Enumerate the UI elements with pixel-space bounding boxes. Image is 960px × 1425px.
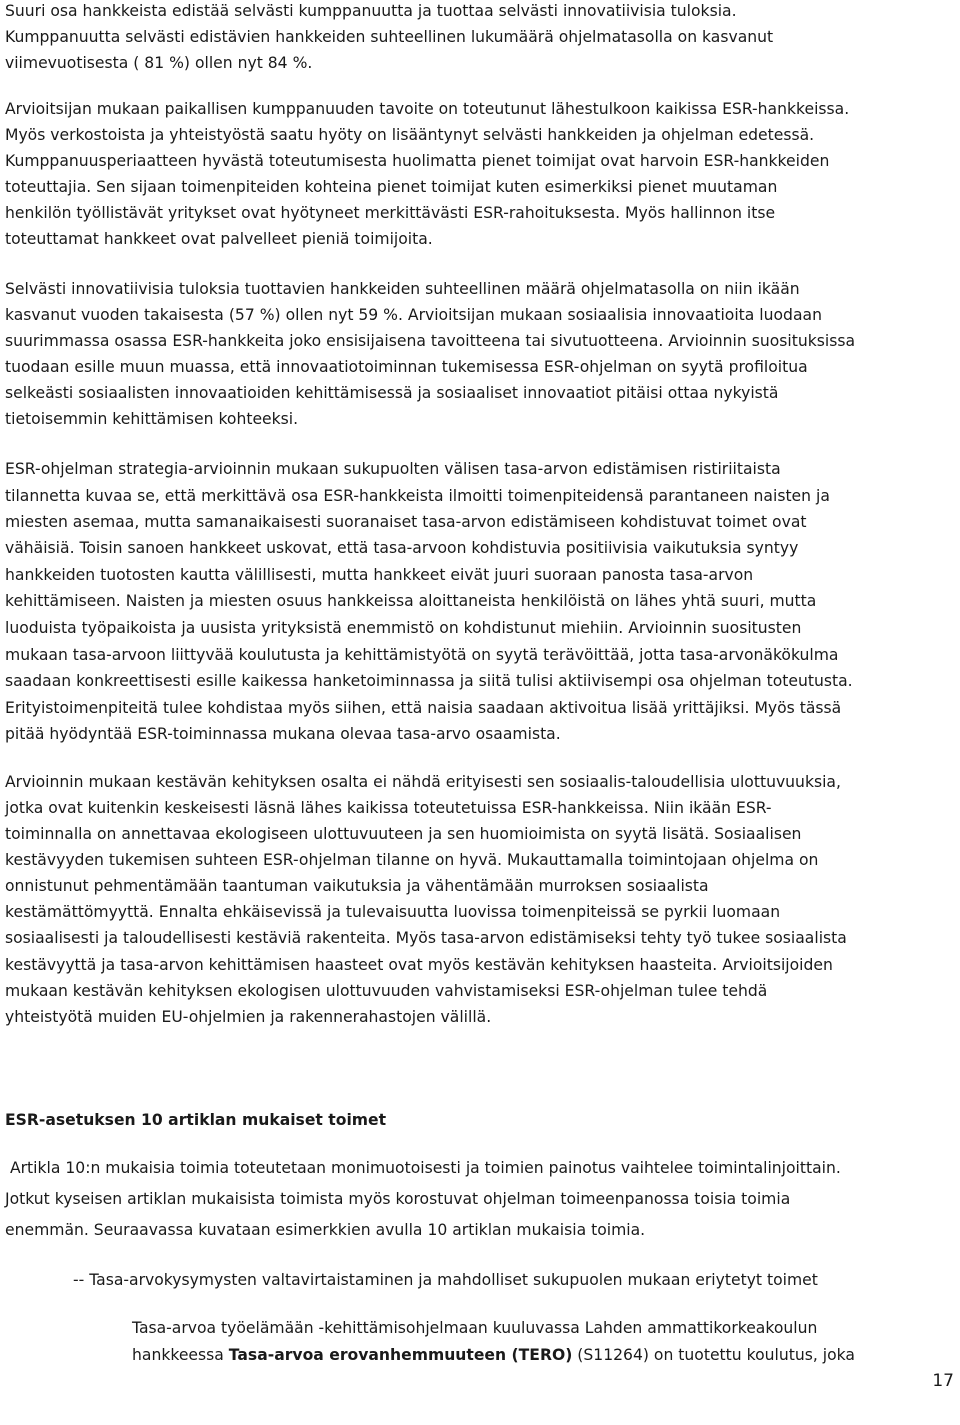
paragraph-4-line-5: hankkeiden tuotosten kautta välillisesti, mutta hankkeet eivät juuri suoraan panosta tasa-arvon [5, 566, 754, 584]
section-heading: ESR-asetuksen 10 artiklan mukaiset toimet [5, 1111, 387, 1129]
paragraph-1-line-1: Suuri osa hankkeista edistää selvästi kumppanuutta ja tuottaa selvästi innovatiivisia tuloksia. [5, 2, 737, 20]
example-line-2 [132, 1345, 855, 1365]
paragraph-3-line-4: tuodaan esille muun muassa, että innovaatiotoiminnan tukemisessa ESR-ohjelman on syytä profiloitua [5, 358, 808, 376]
paragraph-2-line-1: Arvioitsijan mukaan paikallisen kumppanuuden tavoite on toteutunut lähestulkoon kaikissa ESR-hankkeissa. [5, 100, 850, 118]
paragraph-4-line-3: miesten asemaa, mutta samanaikaisesti suoranaiset tasa-arvon edistämiseen kohdistuvat toimet ovat [5, 513, 807, 531]
paragraph-1-line-2: Kumppanuutta selvästi edistävien hankkeiden suhteellinen lukumäärä ohjelmatasolla on kasvanut [5, 28, 774, 46]
paragraph-5-line-6: kestämättömyyttä. Ennalta ehkäisevissä ja tulevaisuutta luovissa toimenpiteissä se pyrkii luomaan [5, 903, 781, 921]
paragraph-3-line-3: suurimmassa osassa ESR-hankkeita joko ensisijaisena tavoitteena tai sivutuotteena. Arvioinnin suosituksissa [5, 332, 856, 350]
paragraph-1-line-3: viimevuotisesta ( 81 %) ollen nyt 84 %. [5, 54, 313, 72]
paragraph-4-line-7: luoduista työpaikoista ja uusista yrityksistä enemmistö on kohdistunut miehiin. Arvioinnin suositusten [5, 619, 802, 637]
list-item: -- Tasa-arvokysymysten valtavirtaistaminen ja mahdolliset sukupuolen mukaan eriytetyt toimet [73, 1271, 818, 1289]
example-line-1: Tasa-arvoa työelämään -kehittämisohjelmaan kuuluvassa Lahden ammattikorkeakoulun [132, 1319, 818, 1337]
paragraph-5-line-5: onnistunut pehmentämään taantuman vaikutuksia ja vähentämään murroksen sosiaalista [5, 877, 709, 895]
paragraph-4-line-8: mukaan tasa-arvoon liittyvää koulutusta ja kehittämistyötä on syytä terävöittää, jotta tasa-arvonäkökulma [5, 646, 839, 664]
section-paragraph-line-2: Jotkut kyseisen artiklan mukaisista toimista myös korostuvat ohjelman toimeenpanossa toisia toimia [5, 1190, 791, 1208]
paragraph-4-line-11: pitää hyödyntää ESR-toiminnassa mukana olevaa tasa-arvo osaamista. [5, 725, 561, 743]
paragraph-5-line-3: toiminnalla on annettavaa ekologiseen ulottuvuuteen ja sen huomioimista on syytä lisätä. Sosiaalisen [5, 825, 802, 843]
paragraph-2-line-5: henkilön työllistävät yritykset ovat hyötyneet merkittävästi ESR-rahoituksesta. Myös hallinnon itse [5, 204, 776, 222]
paragraph-5-line-10: yhteistyötä muiden EU-ohjelmien ja rakennerahastojen välillä. [5, 1008, 492, 1026]
paragraph-4-line-4: vähäisiä. Toisin sanoen hankkeet uskovat, että tasa-arvoon kohdistuvia positiivisia vaikutuksia syntyy [5, 539, 799, 557]
paragraph-5-line-1: Arvioinnin mukaan kestävän kehityksen osalta ei nähdä erityisesti sen sosiaalis-taloudellisia ulottuvuuksia, [5, 773, 841, 791]
paragraph-4-line-6: kehittämiseen. Naisten ja miesten osuus hankkeissa aloittaneista henkilöistä on lähes yhtä suuri, mutta [5, 592, 817, 610]
paragraph-5-line-8: kestävyyttä ja tasa-arvon kehittämisen haasteet ovat myös kestävän kehityksen haasteita. Arvioitsijoiden [5, 956, 833, 974]
example-line-2-suffix: (S11264) on tuotettu koulutus, joka [572, 1346, 855, 1364]
section-paragraph-line-1: Artikla 10:n mukaisia toimia toteutetaan monimuotoisesti ja toimien painotus vaihtelee toimintalinjoittain. [5, 1159, 841, 1177]
paragraph-3-line-2: kasvanut vuoden takaisesta (57 %) ollen nyt 59 %. Arvioitsijan mukaan sosiaalisia innovaatioita luodaan [5, 306, 822, 324]
paragraph-4-line-10: Erityistoimenpiteitä tulee kohdistaa myös siihen, että naisia saadaan aktivoitua lisää yrittäjiksi. Myös tässä [5, 699, 842, 717]
section-paragraph-line-3: enemmän. Seuraavassa kuvataan esimerkkien avulla 10 artiklan mukaisia toimia. [5, 1221, 646, 1239]
paragraph-4-line-1: ESR-ohjelman strategia-arvioinnin mukaan sukupuolten välisen tasa-arvon edistämisen ristiriitaista [5, 460, 781, 478]
paragraph-4-line-2: tilannetta kuvaa se, että merkittävä osa ESR-hankkeista ilmoitti toimenpiteidensä parantaneen naisten ja [5, 487, 830, 505]
paragraph-5-line-9: mukaan kestävän kehityksen ekologisen ulottuvuuden vahvistamiseksi ESR-ohjelman tulee tehdä [5, 982, 768, 1000]
paragraph-5-line-4: kestävyyden tukemisen suhteen ESR-ohjelman tilanne on hyvä. Mukauttamalla toimintojaan ohjelma on [5, 851, 819, 869]
paragraph-2-line-4: toteuttajia. Sen sijaan toimenpiteiden kohteina pienet toimijat kuten esimerkiksi pienet muutaman [5, 178, 778, 196]
example-line-2-prefix: hankkeessa [132, 1346, 229, 1364]
paragraph-3-line-6: tietoisemmin kehittämisen kohteeksi. [5, 410, 299, 428]
paragraph-3-line-1: Selvästi innovatiivisia tuloksia tuottavien hankkeiden suhteellinen määrä ohjelmatasolla on niin ikään [5, 280, 800, 298]
paragraph-5-line-7: sosiaalisesti ja taloudellisesti kestäviä rakenteita. Myös tasa-arvon edistämiseksi tehty työ tukee sosiaalista [5, 929, 847, 947]
project-name: Tasa-arvoa erovanhemmuuteen (TERO) [228, 1346, 573, 1364]
paragraph-3-line-5: selkeästi sosiaalisten innovaatioiden kehittämisessä ja sosiaaliset innovaatiot pitäisi ottaa nykyistä [5, 384, 779, 402]
page-number: 17 [932, 1371, 954, 1391]
paragraph-2-line-2: Myös verkostoista ja yhteistyöstä saatu hyöty on lisääntynyt selvästi hankkeiden ja ohjelman edetessä. [5, 126, 815, 144]
paragraph-5-line-2: jotka ovat kuitenkin keskeisesti läsnä lähes kaikissa toteutetuissa ESR-hankkeissa. Niin ikään ESR- [5, 799, 772, 817]
paragraph-2-line-6: toteuttamat hankkeet ovat palvelleet pieniä toimijoita. [5, 230, 433, 248]
paragraph-2-line-3: Kumppanuusperiaatteen hyvästä toteutumisesta huolimatta pienet toimijat ovat harvoin ESR-hankkeiden [5, 152, 830, 170]
paragraph-4-line-9: saadaan konkreettisesti esille kaikessa hanketoiminnassa ja siitä tulisi aktiivisempi osa ohjelman toteutusta. [5, 672, 853, 690]
